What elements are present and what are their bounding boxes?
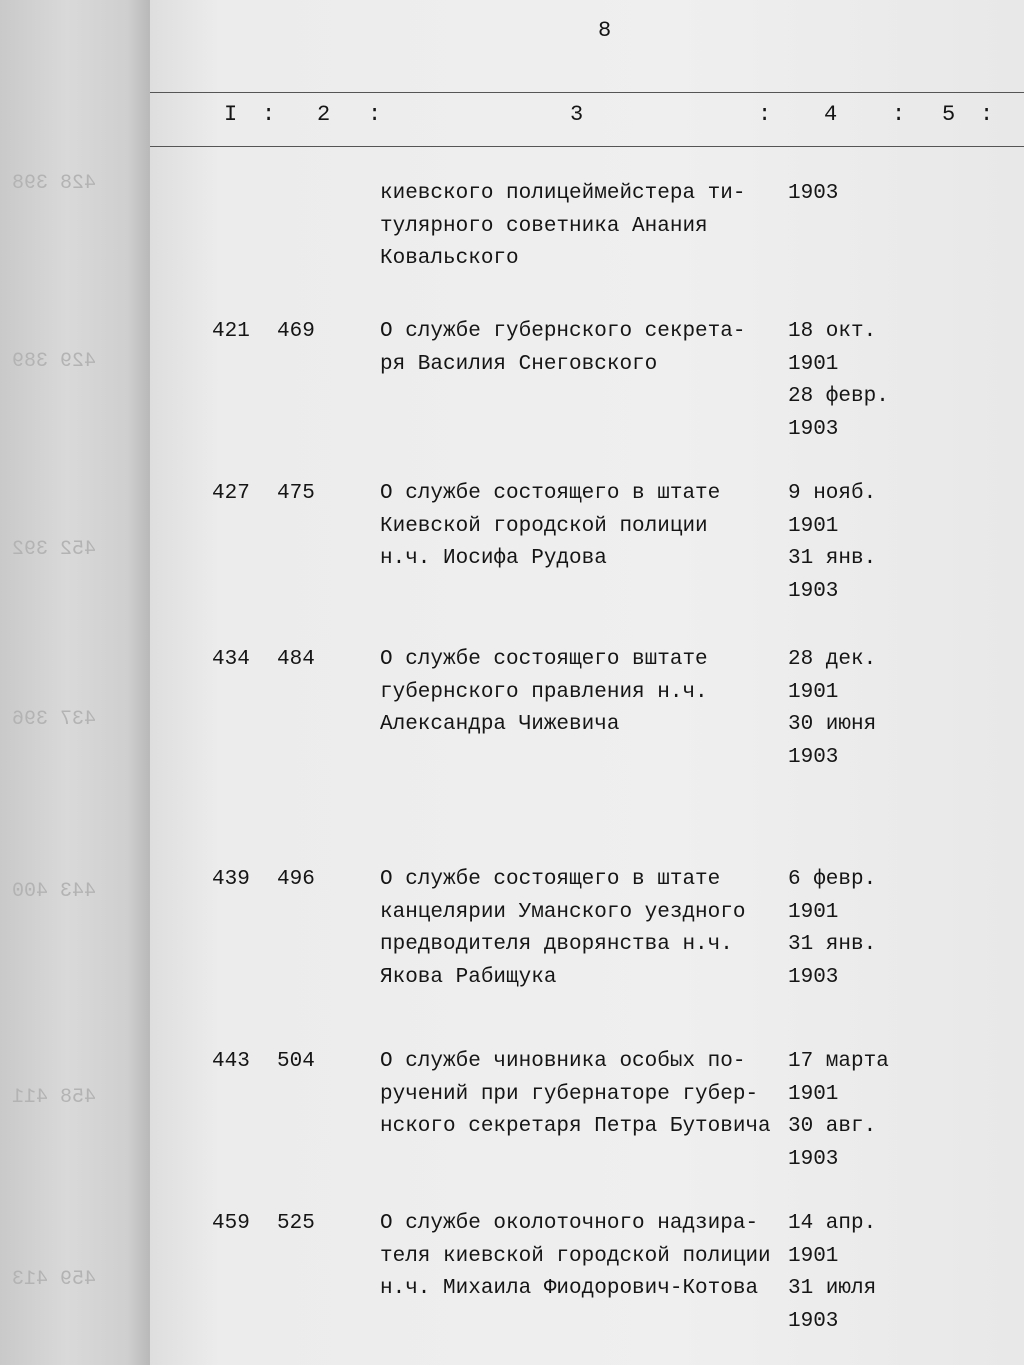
record-title-line: ря Василия Снеговского bbox=[380, 352, 658, 376]
record-date-line: 31 янв. bbox=[788, 547, 877, 570]
record-title-line: Якова Рабищука bbox=[380, 965, 557, 989]
record-date-line: 1903 bbox=[788, 965, 839, 989]
bleed-through-text: 437 396 bbox=[12, 708, 97, 731]
bleed-through-text: 428 398 bbox=[12, 172, 97, 195]
record-date-line: 6 февр. bbox=[788, 868, 877, 891]
record-date-line: 1903 bbox=[788, 1147, 839, 1171]
record-title bbox=[380, 478, 720, 576]
record-title-line: предводителя дворянства н.ч. bbox=[380, 933, 733, 956]
record-dates bbox=[788, 478, 876, 608]
bleed-through-text: 459 413 bbox=[12, 1268, 97, 1291]
bleed-through-text: 429 389 bbox=[12, 350, 97, 373]
record-date-line: 28 дек. bbox=[788, 648, 877, 671]
header-top-rule bbox=[150, 92, 1024, 93]
record-date-line: 31 июля bbox=[788, 1277, 877, 1300]
bleed-through-text: 452 392 bbox=[12, 538, 97, 561]
header-col3: 3 bbox=[570, 102, 584, 127]
record-number-2: 469 bbox=[277, 320, 315, 343]
record-date-line: 9 нояб. bbox=[788, 482, 877, 505]
record-date-line: 30 авг. bbox=[788, 1115, 877, 1138]
record-number-1: 421 bbox=[212, 320, 250, 343]
record-date-line: 17 марта bbox=[788, 1050, 889, 1073]
record-date-line: 30 июня bbox=[788, 713, 877, 736]
header-sep4: : bbox=[892, 102, 906, 127]
record-number-2: 525 bbox=[277, 1212, 315, 1235]
record-number-2: 496 bbox=[277, 868, 315, 891]
record-date-line: 14 апр. bbox=[788, 1212, 877, 1235]
record-title-line: нского секретаря Петра Бутовича bbox=[380, 1115, 771, 1138]
record-date-line: 1901 bbox=[788, 1082, 839, 1106]
record-title-line: О службе состоящего в штате bbox=[380, 482, 721, 505]
header-sep3: : bbox=[758, 102, 772, 127]
record-date-line: 28 февр. bbox=[788, 385, 889, 408]
record-title-line: губернского правления н.ч. bbox=[380, 680, 708, 704]
record-title-line: н.ч. Михаила Фиодорович-Котова bbox=[380, 1277, 759, 1300]
record-date-line: 18 окт. bbox=[788, 320, 877, 343]
record-dates bbox=[788, 178, 838, 211]
record-number-1: 427 bbox=[212, 482, 250, 505]
record-title-line: Киевской городской полиции bbox=[380, 514, 708, 538]
header-col2: 2 bbox=[317, 102, 331, 127]
bleed-through-text: 443 400 bbox=[12, 880, 97, 903]
header-sep1: : bbox=[262, 102, 276, 127]
record-date-line: 31 янв. bbox=[788, 933, 877, 956]
document-page bbox=[150, 0, 1024, 1365]
record-number-1: 434 bbox=[212, 648, 250, 671]
record-title-line: О службе чиновника особых по- bbox=[380, 1050, 746, 1073]
record-title-line: Ковальского bbox=[380, 247, 519, 270]
record-date-line: 1903 bbox=[788, 1309, 839, 1333]
record-number-2: 475 bbox=[277, 482, 315, 505]
record-title bbox=[380, 178, 745, 276]
header-col4: 4 bbox=[824, 102, 838, 127]
record-number-2: 484 bbox=[277, 648, 315, 671]
book-spine-shadow bbox=[0, 0, 150, 1365]
record-date-line: 1903 bbox=[788, 745, 839, 769]
record-title bbox=[380, 644, 708, 742]
record-date-line: 1901 bbox=[788, 352, 839, 376]
record-dates bbox=[788, 1208, 876, 1338]
record-number-1: 443 bbox=[212, 1050, 250, 1073]
record-title bbox=[380, 316, 745, 381]
record-title-line: тулярного советника Анания bbox=[380, 214, 708, 238]
record-title bbox=[380, 1046, 771, 1144]
record-title-line: О службе состоящего в штате bbox=[380, 868, 721, 891]
header-col5: 5 bbox=[942, 102, 956, 127]
record-title-line: теля киевской городской полиции bbox=[380, 1244, 771, 1268]
record-title-line: О службе состоящего вштате bbox=[380, 648, 708, 671]
record-date-line: 1901 bbox=[788, 1244, 839, 1268]
record-title-line: канцелярии Уманского уездного bbox=[380, 900, 746, 924]
record-title-line: О службе губернского секрета- bbox=[380, 320, 746, 343]
record-dates bbox=[788, 1046, 889, 1176]
record-title-line: ручений при губернаторе губер- bbox=[380, 1082, 759, 1106]
record-dates bbox=[788, 316, 889, 446]
record-title-line: н.ч. Иосифа Рудова bbox=[380, 547, 607, 570]
record-number-1: 439 bbox=[212, 868, 250, 891]
record-title-line: О службе околоточного надзира- bbox=[380, 1212, 759, 1235]
record-title-line: Александра Чижевича bbox=[380, 713, 620, 736]
record-date-line: 1901 bbox=[788, 514, 839, 538]
record-dates bbox=[788, 864, 876, 994]
record-title-line: киевского полицеймейстера ти- bbox=[380, 182, 746, 205]
record-dates bbox=[788, 644, 876, 774]
bleed-through-text: 458 411 bbox=[12, 1086, 97, 1109]
header-sep2: : bbox=[368, 102, 382, 127]
record-date-line: 1903 bbox=[788, 182, 839, 205]
header-bottom-rule bbox=[150, 146, 1024, 147]
record-title bbox=[380, 864, 745, 994]
record-date-line: 1901 bbox=[788, 680, 839, 704]
record-date-line: 1901 bbox=[788, 900, 839, 924]
record-title bbox=[380, 1208, 771, 1306]
record-number-2: 504 bbox=[277, 1050, 315, 1073]
record-number-1: 459 bbox=[212, 1212, 250, 1235]
page-number: 8 bbox=[598, 18, 612, 43]
record-date-line: 1903 bbox=[788, 417, 839, 441]
header-col1: I bbox=[224, 102, 238, 127]
record-date-line: 1903 bbox=[788, 579, 839, 603]
header-sep5: : bbox=[980, 102, 994, 127]
